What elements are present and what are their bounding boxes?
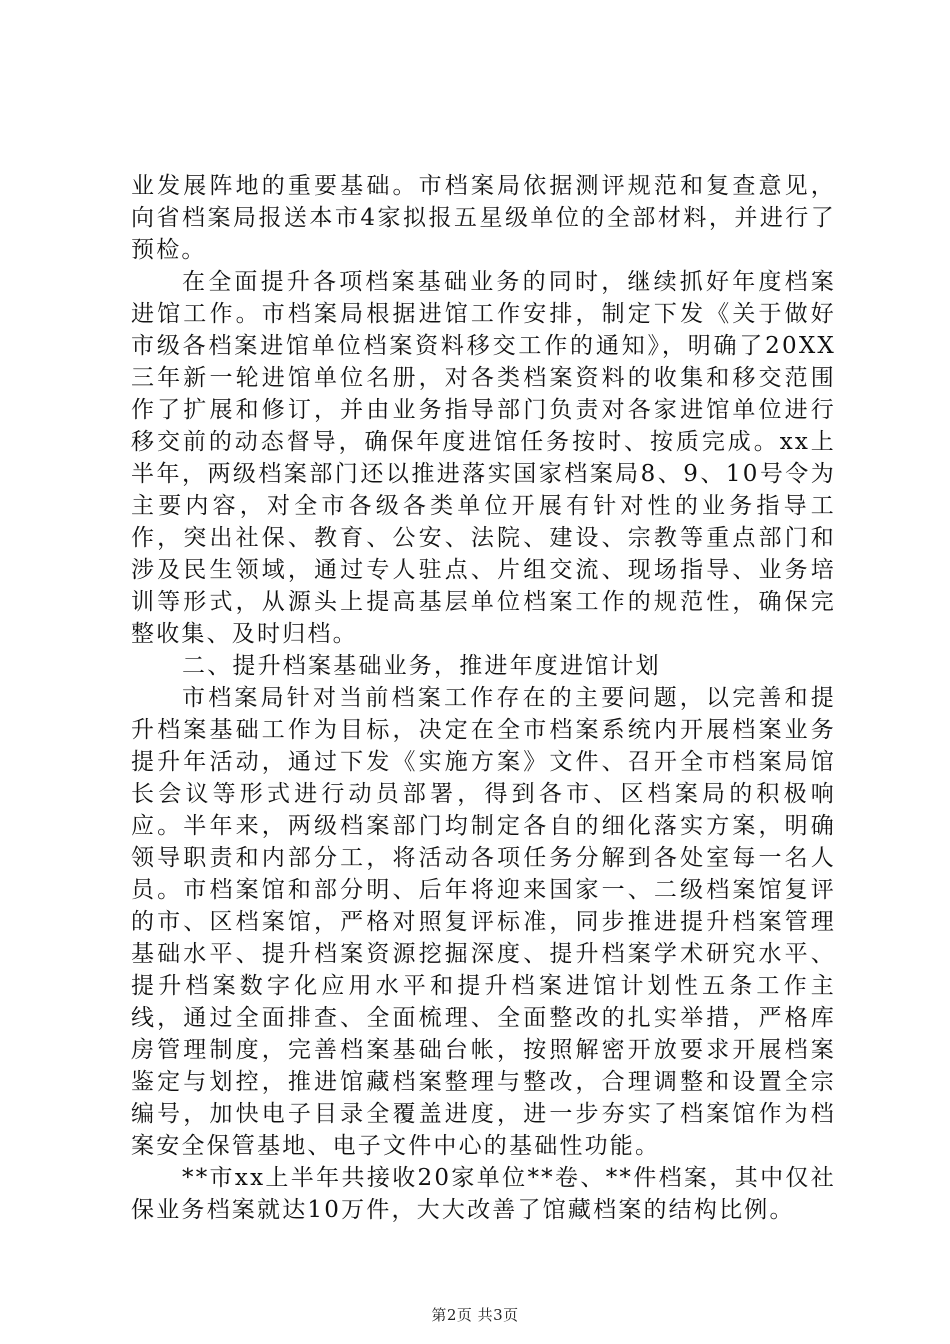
paragraph-upgrade-activity: 市档案局针对当前档案工作存在的主要问题，以完善和提升档案基础工作为目标，决定在全市档案系统内开展档案业务提升年活动，通过下发《实施方案》文件、召开全市档案局馆长会议等形式进行动员部署，得到各市、区档案局的积极响应。半年来，两级档案部门均制定各自的细化落实方案，明确领导职责和内部分工，将活动各项任务分解到各处室每一名人员。市档案馆和部分明、后年将迎来国家一、二级档案馆复评的市、区档案馆，严格对照复评标准，同步推进提升档案管理基础水平、提升档案资源挖掘深度、提升档案学术研究水平、提升档案数字化应用水平和提升档案进馆计划性五条工作主线，通过全面排查、全面梳理、全面整改的扎实举措，严格库房管理制度，完善档案基础台帐，按照解密开放要求开展档案鉴定与划控，推进馆藏档案整理与整改，合理调整和设置全宗编号，加快电子目录全覆盖进度，进一步夯实了档案馆作为档案安全保管基地、电子文件中心的基础性功能。 [131,685,836,1159]
paragraph-receipt-summary: **市xx上半年共接收20家单位**卷、**件档案，其中仅社保业务档案就达10万件，大大改善了馆藏档案的结构比例。 [131,1165,836,1223]
page-footer [0,1305,950,1325]
section-heading: 二、提升档案基础业务，推进年度进馆计划 [182,653,661,679]
paragraph-archive-transfer: 在全面提升各项档案基础业务的同时，继续抓好年度档案进馆工作。市档案局根据进馆工作安排，制定下发《关于做好市级各档案进馆单位档案资料移交工作的通知》，明确了20XX三年新一轮进馆单位名册，对各类档案资料的收集和移交范围作了扩展和修订，并由业务指导部门负责对各家进馆单位进行移交前的动态督导，确保年度进馆任务按时、按质完成。xx上半年，两级档案部门还以推进落实国家档案局8、9、10号令为主要内容，对全市各级各类单位开展有针对性的业务指导工作，突出社保、教育、公安、法院、建设、宗教等重点部门和涉及民生领域，通过专人驻点、片组交流、现场指导、业务培训等形式，从源头上提高基层单位档案工作的规范性，确保完整收集、及时归档。 [131,269,836,647]
page-number-label: 第2页 共3页 [431,1306,519,1324]
paragraph-continuation: 业发展阵地的重要基础。市档案局依据测评规范和复查意见，向省档案局报送本市4家拟报五星级单位的全部材料，并进行了预检。 [131,173,836,263]
document-body [131,170,836,1226]
